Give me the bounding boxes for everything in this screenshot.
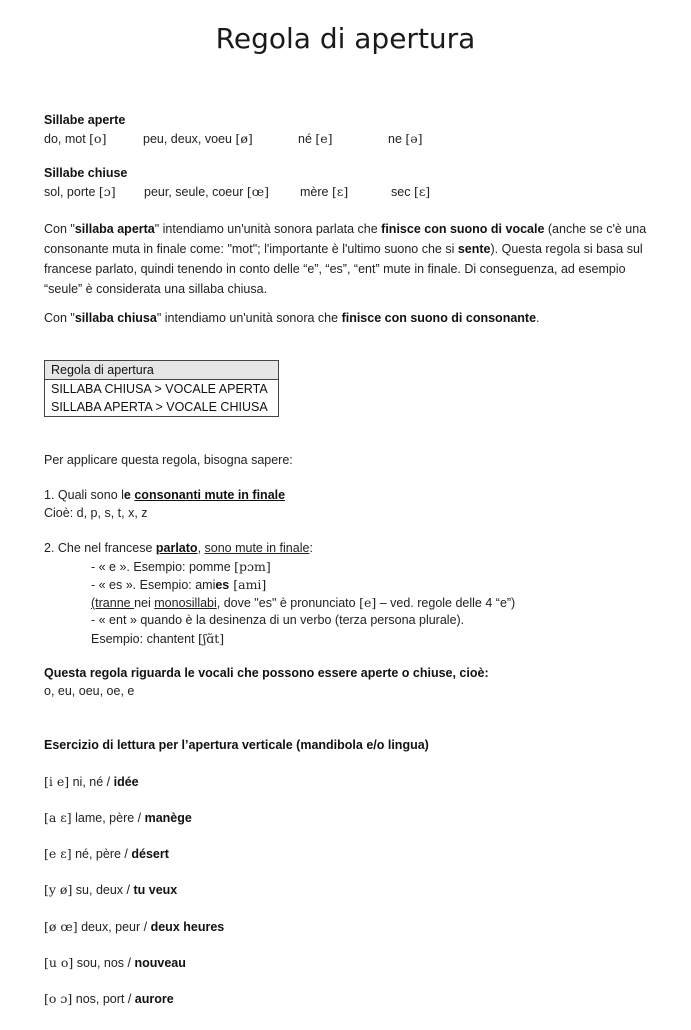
exercise-row: [a ɛ] lame, père / manège [44, 810, 192, 825]
vowels-list: o, eu, oeu, oe, e [44, 684, 135, 698]
open-item-4: ne [ə] [388, 131, 423, 146]
mute-es-example: - « es ». Esempio: amies [ami] [91, 577, 267, 592]
closed-item-2: peur, seule, coeur [œ] [144, 184, 269, 199]
apply-intro: Per applicare questa regola, bisogna sapere: [44, 453, 293, 467]
point-2: 2. Che nel francese parlato, sono mute in finale: [44, 541, 313, 555]
mute-ent-rule: - « ent » quando è la desinenza di un verbo (terza persona plurale). [91, 613, 465, 627]
exercise-row: [e ɛ] né, père / désert [44, 846, 169, 861]
open-syllables-heading: Sillabe aperte [44, 113, 126, 127]
rule-table [44, 360, 279, 417]
rule-table-row: SILLABA APERTA > VOCALE CHIUSA [51, 400, 268, 414]
exercise-heading: Esercizio di lettura per l’apertura verticale (mandibola e/o lingua) [44, 738, 429, 752]
monosyllable-exception: (tranne nei monosillabi, dove "es" è pronunciato [e] – ved. regole delle 4 “e”) [91, 595, 516, 610]
exercise-row: [ø œ] deux, peur / deux heures [44, 919, 225, 934]
closed-syllable-definition: Con "sillaba chiusa" intendiamo un'unità sonora che finisce con suono di consonante. [44, 311, 540, 325]
mute-e-example: - « e ». Esempio: pomme [pɔm] [91, 559, 271, 574]
page-title: Regola di apertura [215, 22, 476, 55]
open-item-2: peu, deux, voeu [ø] [143, 131, 253, 146]
closed-item-1: sol, porte [ɔ] [44, 184, 116, 199]
exercise-row: [i e] ni, né / idée [44, 774, 139, 789]
vowels-heading: Questa regola riguarda le vocali che possono essere aperte o chiuse, cioè: [44, 666, 489, 680]
rule-table-row: SILLABA CHIUSA > VOCALE APERTA [51, 382, 268, 396]
rule-table-header: Regola di apertura [45, 361, 278, 380]
mute-consonants-list: Cioè: d, p, s, t, x, z [44, 506, 148, 520]
closed-item-4: sec [ɛ] [391, 184, 431, 199]
closed-syllables-heading: Sillabe chiuse [44, 166, 128, 180]
open-item-3: né [e] [298, 131, 333, 146]
closed-item-3: mère [ɛ] [300, 184, 349, 199]
open-item-1: do, mot [o] [44, 131, 107, 146]
exercise-row: [y ø] su, deux / tu veux [44, 882, 178, 897]
exercise-row: [u o] sou, nos / nouveau [44, 955, 186, 970]
point-1: 1. Quali sono le consonanti mute in finale [44, 488, 286, 502]
exercise-row: [o ɔ] nos, port / aurore [44, 991, 174, 1006]
open-syllable-definition: Con "sillaba aperta" intendiamo un'unità sonora parlata che finisce con suono di vocale (anche se c'è una consonante muta in finale come: "mot"; l'importante è l'ultimo suono che si sente). Questa regola si basa sul francese parlato, quindi tenendo in conto delle “e”, “es”, “ent” mute in finale. Di conseguenza, ad esempio “seule” è considerata una sillaba chiusa. [44, 222, 647, 296]
mute-ent-example: Esempio: chantent [ʃɑ̃t] [91, 631, 225, 646]
